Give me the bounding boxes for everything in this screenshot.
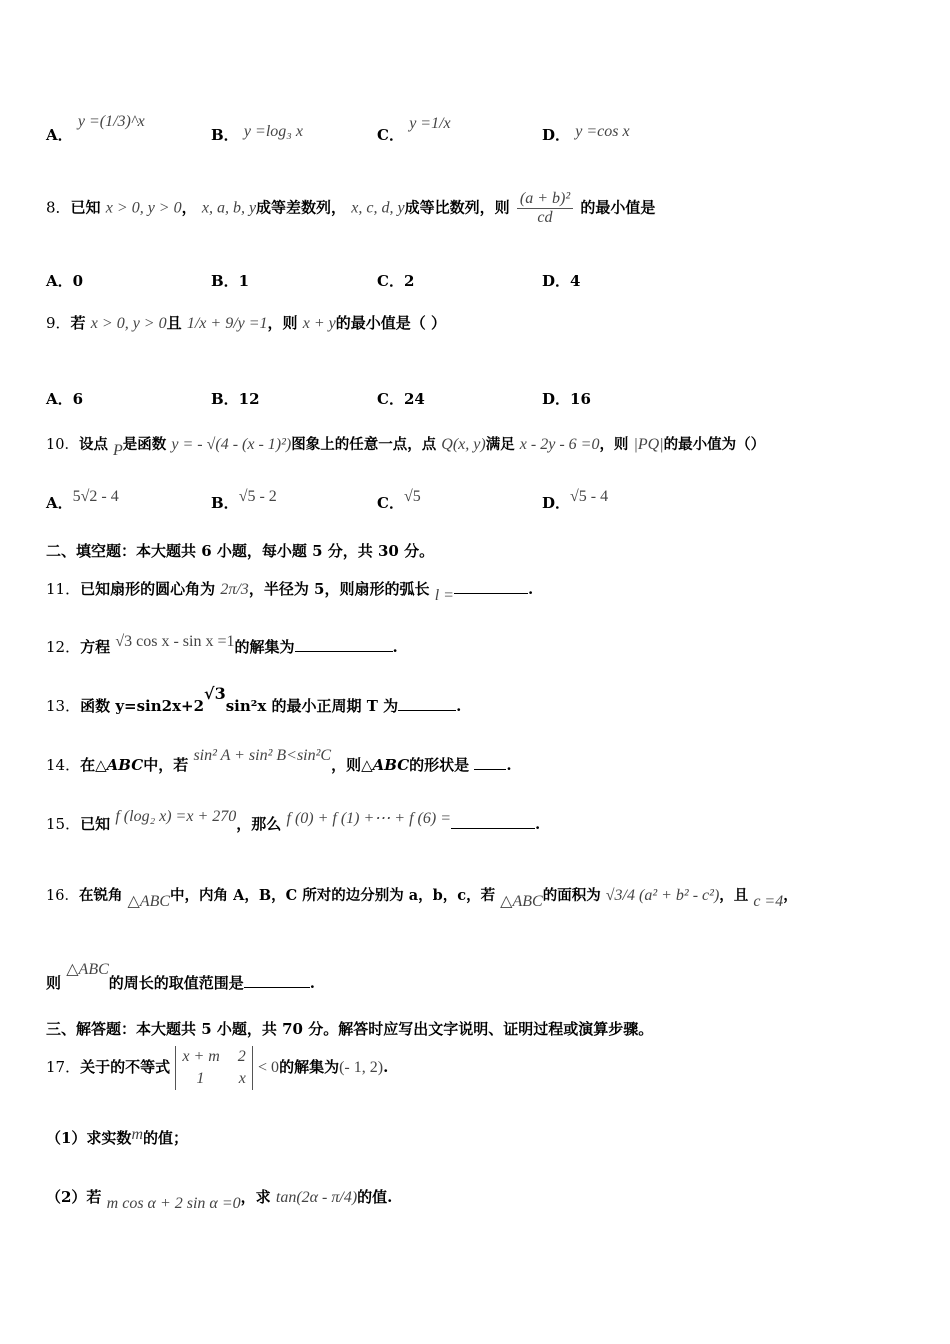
q8-option-b[interactable]: B．1 bbox=[211, 272, 250, 290]
q10-option-c[interactable]: C．√5 bbox=[377, 488, 421, 512]
q10-option-a[interactable]: A．5√2 - 4 bbox=[46, 488, 119, 512]
q7-option-c-expr: y =1/x bbox=[409, 115, 451, 132]
question-16-cont: 则 △ABC的周长的取值范围是 . bbox=[46, 961, 316, 992]
q17-determinant: x + m 2 1 x bbox=[175, 1046, 252, 1090]
q7-options bbox=[46, 108, 866, 148]
q8-option-d[interactable]: D．4 bbox=[542, 272, 581, 290]
q7-option-b[interactable]: B． y =log₃ x bbox=[211, 123, 303, 144]
q7-option-d[interactable]: D． y =cos x bbox=[542, 123, 630, 144]
question-15: 15．已知 f (log₂ x) =x + 270，那么 f (0) + f (1) +⋯ + f (6) = . bbox=[46, 808, 541, 833]
q12-answer-blank[interactable] bbox=[295, 651, 393, 652]
q7-option-a[interactable]: A． y =(1/3)^x bbox=[46, 113, 145, 144]
q9-options bbox=[46, 388, 866, 428]
q10-options bbox=[46, 484, 866, 524]
q13-sqrt3: √3 bbox=[204, 684, 226, 703]
q7-option-b-expr: y =log₃ x bbox=[243, 123, 303, 140]
question-17-part-1: （1）求实数m的值； bbox=[46, 1126, 189, 1147]
q7-option-d-expr: y =cos x bbox=[575, 123, 630, 140]
question-13: 13．函数 y=sin2x+2√3sin²x 的最小正周期 T 为 . bbox=[46, 684, 462, 715]
section-3-heading: 三、解答题：本大题共 5 小题，共 70 分。解答时应写出文字说明、证明过程或演算步骤。 bbox=[46, 1020, 654, 1038]
q8-fraction: $\frac{\text{(a + b)²}}{cd}$ bbox=[517, 190, 573, 227]
q10-option-d[interactable]: D．√5 - 4 bbox=[542, 488, 609, 512]
question-11: 11．已知扇形的圆心角为 2π/3，半径为 5，则扇形的弧长 l = . bbox=[46, 580, 534, 604]
question-14: 14．在△ABC中，若 sin² A + sin² B<sin²C，则△ABC的形状是 . bbox=[46, 747, 512, 774]
q14-answer-blank[interactable] bbox=[474, 769, 506, 770]
q9-option-c[interactable]: C．24 bbox=[377, 390, 425, 408]
q9-option-a[interactable]: A．6 bbox=[46, 390, 84, 408]
q9-option-d[interactable]: D．16 bbox=[542, 390, 591, 408]
q13-answer-blank[interactable] bbox=[398, 710, 456, 711]
q9-option-b[interactable]: B．12 bbox=[211, 390, 260, 408]
q7-option-c[interactable]: C． y =1/x bbox=[377, 115, 451, 144]
q8-options bbox=[46, 270, 866, 310]
q11-answer-blank[interactable] bbox=[454, 593, 528, 594]
q10-option-b[interactable]: B．√5 - 2 bbox=[211, 488, 277, 512]
question-9: 9．若 x > 0, y > 0且 1/x + 9/y =1，则 x + y的最小值是（ ） bbox=[46, 314, 447, 332]
question-16: 16．在锐角 △ABC中，内角 A，B，C 所对的边分别为 a，b，c，若 △ABC的面积为 √3/4 (a² + b² - c²)，且 c =4， bbox=[46, 887, 798, 910]
q16-answer-blank[interactable] bbox=[244, 987, 310, 988]
question-17: 17．关于的不等式 x + m 2 1 x < 0的解集为(- 1, 2). bbox=[46, 1046, 910, 1096]
q8-option-a[interactable]: A．0 bbox=[46, 272, 84, 290]
question-10: 10．设点 P是函数 y = - √(4 - (x - 1)²)图象上的任意一点，点 Q(x, y)满足 x - 2y - 6 =0，则 |PQ|的最小值为（） bbox=[46, 436, 766, 459]
q8-option-c[interactable]: C．2 bbox=[377, 272, 415, 290]
question-17-part-2: （2）若 m cos α + 2 sin α =0，求 tan(2α - π/4)的值. bbox=[46, 1188, 393, 1212]
question-12: 12．方程 √3 cos x - sin x =1的解集为 . bbox=[46, 633, 398, 656]
section-2-heading: 二、填空题：本大题共 6 小题，每小题 5 分，共 30 分。 bbox=[46, 542, 435, 560]
q15-answer-blank[interactable] bbox=[451, 828, 535, 829]
question-8: 8．已知 x > 0, y > 0， x, a, b, y成等差数列， x, c, d, y成等比数列，则 $\frac{\text{(a + b)²}}{cd}$ 的最小值是 bbox=[46, 190, 656, 226]
q7-option-a-expr: y =(1/3)^x bbox=[77, 113, 145, 130]
